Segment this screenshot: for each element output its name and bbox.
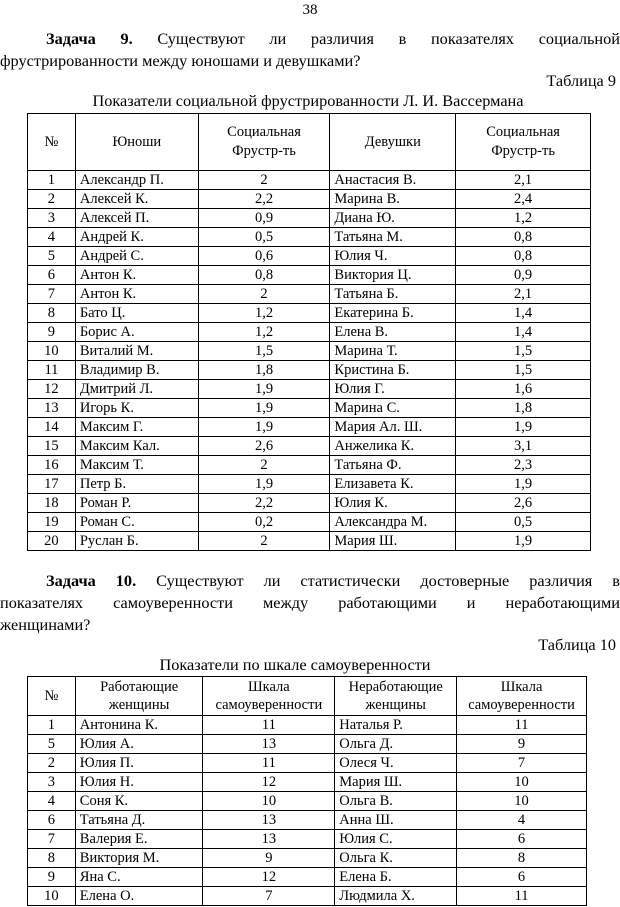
table-row [28, 304, 591, 323]
table-row [28, 399, 591, 418]
cell-name-a: Роман Р. [75, 494, 198, 513]
cell-score-a: 2 [198, 532, 330, 551]
cell-row-number: 15 [28, 437, 76, 456]
cell-name-a: Роман С. [75, 513, 198, 532]
cell-row-number: 1 [28, 716, 76, 735]
cell-score-b: 0,8 [456, 228, 591, 247]
task10-question-line2: показателях самоуверенности между работающими и неработающими [0, 593, 620, 612]
cell-score-b: 1,8 [456, 399, 591, 418]
table-row [28, 792, 587, 811]
header-text: самоуверенности [468, 697, 575, 713]
task9-question-text: Существуют ли различия в показателях социальной [157, 29, 620, 48]
cell-score-a: 0,5 [198, 228, 330, 247]
cell-name-b: Кристина Б. [330, 361, 456, 380]
cell-row-number: 11 [28, 361, 76, 380]
cell-score-a: 1,5 [198, 342, 330, 361]
cell-row-number: 3 [28, 773, 76, 792]
cell-score-a: 1,2 [198, 323, 330, 342]
header-text: Работающие [100, 679, 179, 695]
cell-name-a: Андрей К. [75, 228, 198, 247]
cell-score-a: 1,9 [198, 380, 330, 399]
cell-name-b: Виктория Ц. [330, 266, 456, 285]
table10-label: Таблица 10 [538, 635, 616, 654]
cell-score-a: 12 [203, 773, 335, 792]
cell-name-b: Елена В. [330, 323, 456, 342]
cell-row-number: 18 [28, 494, 76, 513]
cell-name-b: Мария Ш. [335, 773, 457, 792]
cell-name-b: Ольга Д. [335, 735, 457, 754]
cell-name-a: Борис А. [75, 323, 198, 342]
cell-name-a: Юлия П. [75, 754, 203, 773]
header-text: Шкала [500, 679, 543, 695]
cell-row-number: 5 [28, 247, 76, 266]
cell-row-number: 17 [28, 475, 76, 494]
table-row [28, 266, 591, 285]
header-text: Фрустр-ть [491, 143, 555, 159]
cell-name-b: Людмила Х. [335, 887, 457, 906]
task9-question-line2: фрустрированности между юношами и девушками? [0, 51, 361, 70]
table-row [28, 830, 587, 849]
table10-header-scale-b [457, 677, 587, 716]
cell-name-a: Александр П. [75, 171, 198, 190]
table-row [28, 811, 587, 830]
cell-name-b: Мария Ш. [330, 532, 456, 551]
cell-score-b: 10 [457, 792, 587, 811]
cell-score-b: 11 [457, 887, 587, 906]
cell-name-a: Юлия А. [75, 735, 203, 754]
cell-score-a: 13 [203, 811, 335, 830]
cell-name-a: Владимир В. [75, 361, 198, 380]
cell-row-number: 13 [28, 399, 76, 418]
cell-row-number: 12 [28, 380, 76, 399]
cell-score-b: 2,1 [456, 285, 591, 304]
table10 [27, 676, 587, 906]
cell-score-b: 1,2 [456, 209, 591, 228]
table9-header-row [28, 114, 591, 171]
cell-name-a: Яна С. [75, 868, 203, 887]
table-row [28, 380, 591, 399]
cell-name-a: Елена О. [75, 887, 203, 906]
cell-name-b: Татьяна Ф. [330, 456, 456, 475]
table9-body [28, 171, 591, 551]
header-text: Социальная [486, 124, 560, 140]
cell-row-number: 4 [28, 792, 76, 811]
cell-name-a: Антонина К. [75, 716, 203, 735]
cell-name-a: Андрей С. [75, 247, 198, 266]
cell-score-a: 2,2 [198, 494, 330, 513]
table-row [28, 285, 591, 304]
cell-row-number: 2 [28, 754, 76, 773]
cell-row-number: 4 [28, 228, 76, 247]
cell-score-b: 0,5 [456, 513, 591, 532]
cell-score-a: 0,6 [198, 247, 330, 266]
cell-score-b: 2,1 [456, 171, 591, 190]
table-row [28, 456, 591, 475]
header-text: самоуверенности [215, 697, 323, 713]
cell-name-a: Дмитрий Л. [75, 380, 198, 399]
cell-score-a: 10 [203, 792, 335, 811]
table-row [28, 475, 591, 494]
cell-score-b: 1,9 [456, 475, 591, 494]
cell-name-b: Юлия С. [335, 830, 457, 849]
cell-row-number: 7 [28, 830, 76, 849]
cell-name-b: Юлия К. [330, 494, 456, 513]
table-row [28, 716, 587, 735]
cell-score-a: 1,8 [198, 361, 330, 380]
cell-row-number: 14 [28, 418, 76, 437]
table9-header-boys-score [198, 114, 330, 171]
table9-header-num: № [28, 114, 76, 171]
cell-score-a: 7 [203, 887, 335, 906]
cell-name-b: Елизавета К. [330, 475, 456, 494]
cell-score-b: 10 [457, 773, 587, 792]
cell-name-a: Валерия Е. [75, 830, 203, 849]
cell-name-a: Юлия Н. [75, 773, 203, 792]
cell-name-b: Анна Ш. [335, 811, 457, 830]
table10-header-nonworking [335, 677, 457, 716]
table-row [28, 437, 591, 456]
cell-name-b: Наталья Р. [335, 716, 457, 735]
table-row [28, 323, 591, 342]
table10-header-working [75, 677, 203, 716]
cell-score-b: 2,4 [456, 190, 591, 209]
cell-score-b: 1,6 [456, 380, 591, 399]
cell-score-a: 1,9 [198, 399, 330, 418]
cell-score-b: 1,4 [456, 304, 591, 323]
cell-name-b: Марина Т. [330, 342, 456, 361]
cell-score-b: 2,6 [456, 494, 591, 513]
header-text: Социальная [227, 124, 301, 140]
cell-score-a: 2 [198, 456, 330, 475]
table-row [28, 849, 587, 868]
table-row [28, 532, 591, 551]
table-row [28, 868, 587, 887]
cell-name-b: Мария Ал. Ш. [330, 418, 456, 437]
table10-header-row [28, 677, 587, 716]
cell-row-number: 8 [28, 849, 76, 868]
cell-name-b: Юлия Ч. [330, 247, 456, 266]
table9-header-girls: Девушки [330, 114, 456, 171]
header-text: Фрустр-ть [232, 143, 296, 159]
table-row [28, 418, 591, 437]
cell-row-number: 6 [28, 811, 76, 830]
cell-row-number: 2 [28, 190, 76, 209]
table-row [28, 494, 591, 513]
cell-name-b: Анастасия В. [330, 171, 456, 190]
cell-row-number: 20 [28, 532, 76, 551]
cell-name-a: Максим Кал. [75, 437, 198, 456]
cell-name-b: Марина В. [330, 190, 456, 209]
cell-row-number: 6 [28, 266, 76, 285]
cell-score-a: 2 [198, 171, 330, 190]
task10-question-line1 [0, 570, 620, 592]
cell-name-b: Марина С. [330, 399, 456, 418]
cell-score-a: 1,9 [198, 475, 330, 494]
cell-row-number: 19 [28, 513, 76, 532]
cell-name-a: Бато Ц. [75, 304, 198, 323]
table9-header-girls-score [456, 114, 591, 171]
cell-name-a: Петр Б. [75, 475, 198, 494]
cell-name-a: Татьяна Д. [75, 811, 203, 830]
cell-row-number: 1 [28, 171, 76, 190]
task9-label: Задача 9. [46, 29, 133, 48]
cell-name-b: Александра М. [330, 513, 456, 532]
task10-label: Задача 10. [46, 571, 137, 590]
cell-score-b: 4 [457, 811, 587, 830]
table10-header-scale-a [203, 677, 335, 716]
table9-header-boys: Юноши [75, 114, 198, 171]
cell-score-b: 1,9 [456, 532, 591, 551]
cell-row-number: 7 [28, 285, 76, 304]
cell-name-b: Анжелика К. [330, 437, 456, 456]
cell-name-a: Виктория М. [75, 849, 203, 868]
table-row [28, 190, 591, 209]
cell-name-a: Максим Т. [75, 456, 198, 475]
cell-row-number: 9 [28, 868, 76, 887]
table10-title: Показатели по шкале самоуверенности [159, 655, 431, 674]
cell-score-b: 0,9 [456, 266, 591, 285]
cell-score-a: 1,9 [198, 418, 330, 437]
cell-name-a: Алексей П. [75, 209, 198, 228]
cell-score-b: 9 [457, 735, 587, 754]
table9-label: Таблица 9 [546, 71, 616, 90]
cell-name-b: Юлия Г. [330, 380, 456, 399]
table9 [27, 113, 591, 551]
table-row [28, 773, 587, 792]
cell-name-b: Татьяна Б. [330, 285, 456, 304]
cell-name-a: Соня К. [75, 792, 203, 811]
cell-score-a: 2 [198, 285, 330, 304]
table10-body [28, 716, 587, 906]
cell-name-b: Татьяна М. [330, 228, 456, 247]
task10-question-line3: женщинами? [0, 615, 91, 634]
cell-score-b: 3,1 [456, 437, 591, 456]
cell-name-b: Ольга В. [335, 792, 457, 811]
cell-score-b: 0,8 [456, 247, 591, 266]
cell-name-b: Ольга К. [335, 849, 457, 868]
cell-row-number: 5 [28, 735, 76, 754]
header-text: Шкала [248, 679, 290, 695]
cell-score-a: 2,6 [198, 437, 330, 456]
cell-score-a: 0,8 [198, 266, 330, 285]
cell-score-a: 11 [203, 754, 335, 773]
header-text: женщины [365, 697, 426, 713]
cell-score-a: 2,2 [198, 190, 330, 209]
cell-score-b: 1,5 [456, 342, 591, 361]
cell-score-b: 7 [457, 754, 587, 773]
cell-score-a: 1,2 [198, 304, 330, 323]
table-row [28, 887, 587, 906]
cell-score-b: 6 [457, 868, 587, 887]
table-row [28, 754, 587, 773]
cell-score-a: 12 [203, 868, 335, 887]
cell-row-number: 10 [28, 342, 76, 361]
header-text: Неработающие [348, 679, 443, 695]
header-text: женщины [108, 697, 170, 713]
table-row [28, 735, 587, 754]
cell-name-a: Антон К. [75, 285, 198, 304]
cell-score-a: 0,2 [198, 513, 330, 532]
cell-score-a: 11 [203, 716, 335, 735]
cell-name-a: Виталий М. [75, 342, 198, 361]
cell-name-b: Олеся Ч. [335, 754, 457, 773]
cell-score-a: 13 [203, 735, 335, 754]
cell-score-b: 1,9 [456, 418, 591, 437]
cell-name-a: Алексей К. [75, 190, 198, 209]
table-row [28, 361, 591, 380]
cell-row-number: 16 [28, 456, 76, 475]
cell-row-number: 10 [28, 887, 76, 906]
cell-score-a: 0,9 [198, 209, 330, 228]
cell-name-b: Диана Ю. [330, 209, 456, 228]
cell-score-b: 8 [457, 849, 587, 868]
cell-score-b: 1,5 [456, 361, 591, 380]
table-row [28, 228, 591, 247]
task9-question-line1 [0, 28, 620, 50]
table-row [28, 209, 591, 228]
page-number: 38 [302, 2, 318, 18]
table-row [28, 342, 591, 361]
cell-name-a: Руслан Б. [75, 532, 198, 551]
cell-score-b: 11 [457, 716, 587, 735]
table-row [28, 247, 591, 266]
cell-score-b: 2,3 [456, 456, 591, 475]
cell-row-number: 8 [28, 304, 76, 323]
table-row [28, 171, 591, 190]
cell-name-a: Максим Г. [75, 418, 198, 437]
cell-name-a: Антон К. [75, 266, 198, 285]
cell-score-a: 13 [203, 830, 335, 849]
cell-score-a: 9 [203, 849, 335, 868]
task10-question-text: Существуют ли статистически достоверные различия в [156, 571, 620, 590]
cell-score-b: 6 [457, 830, 587, 849]
cell-name-b: Елена Б. [335, 868, 457, 887]
table10-header-num: № [28, 677, 76, 716]
cell-score-b: 1,4 [456, 323, 591, 342]
cell-name-b: Екатерина Б. [330, 304, 456, 323]
cell-name-a: Игорь К. [75, 399, 198, 418]
cell-row-number: 9 [28, 323, 76, 342]
cell-row-number: 3 [28, 209, 76, 228]
table9-title: Показатели социальной фрустрированности Л. И. Вассермана [92, 91, 524, 110]
table-row [28, 513, 591, 532]
